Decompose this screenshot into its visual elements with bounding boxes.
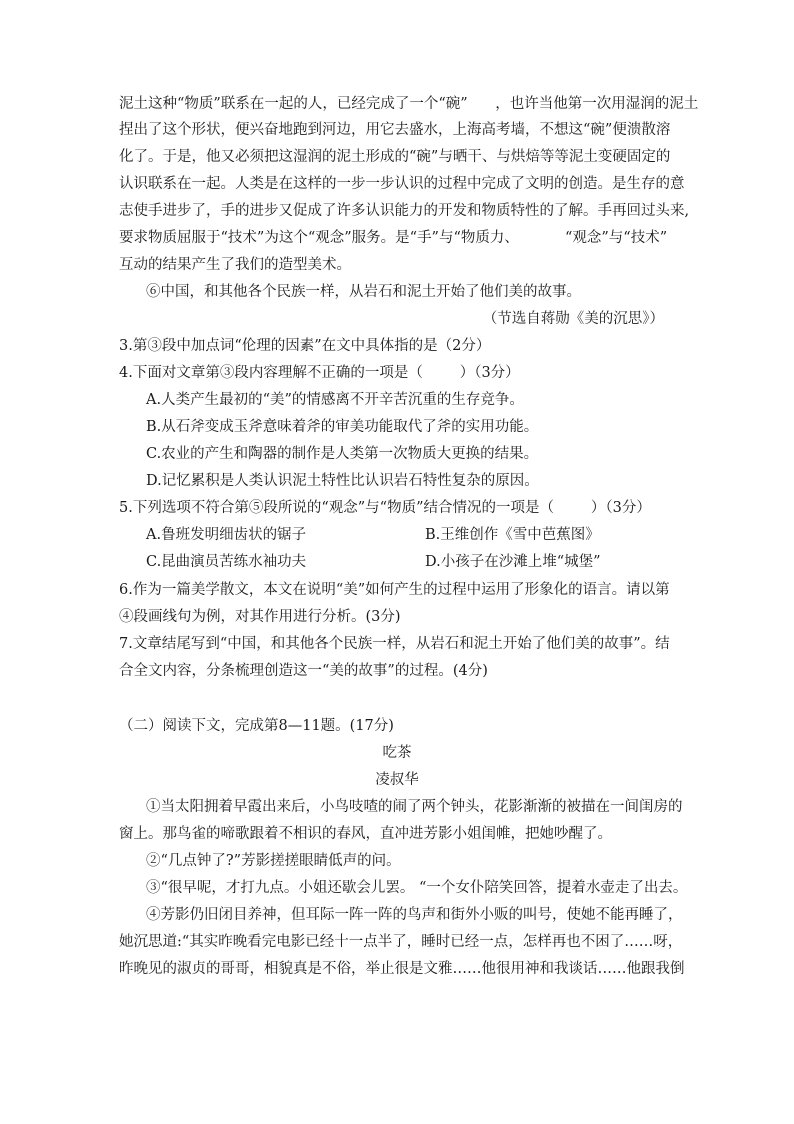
question-5: 5.下列选项不符合第⑤段所说的“观念”与“物质”结合情况的一项是（ ）（3分） — [119, 500, 651, 516]
passage-line: 认识联系在一起。人类是在这样的一步一步认识的过程中完成了文明的创造。是生存的意 — [119, 176, 685, 192]
passage-line: 捏出了这个形状，便兴奋地跑到河边，用它去盛水，上海高考墙，不想这“碗”便溃散溶 — [119, 122, 671, 138]
q5-option-d: D.小孩子在沙滩上堆“城堡” — [425, 554, 601, 570]
story-title: 吃茶 — [382, 745, 412, 761]
story-line: ②“几点钟了?”芳影搓搓眼睛低声的问。 — [146, 853, 401, 869]
q4-option-c: C.农业的产生和陶器的制作是人类第一次物质大更换的结果。 — [146, 446, 539, 462]
story-line: ①当太阳拥着早霞出来后，小鸟吱喳的闹了两个钟头，花影渐渐的被描在一间闺房的 — [146, 799, 683, 815]
q4-option-b: B.从石斧变成玉斧意味着斧的审美功能取代了斧的实用功能。 — [146, 419, 539, 435]
story-author: 凌叔华 — [375, 772, 419, 788]
question-6-line: 6.作为一篇美学散文，本文在说明“美”如何产生的过程中运用了形象化的语言。请以第 — [119, 582, 670, 598]
passage-line: 化了。于是，他又必须把这湿润的泥土形成的“碗”与晒干、与烘焙等等泥土变硬固定的 — [119, 149, 671, 165]
story-line: ③“很早呢，才打九点。小姐还歇会儿罢。 “一个女仆陪笑回答，提着水壶走了出去。 — [146, 880, 688, 896]
q5-option-a: A.鲁班发明细齿状的锯子 — [146, 527, 307, 543]
question-7-line: 7.文章结尾写到“中国，和其他各个民族一样，从岩石和泥土开始了他们美的故事”。结 — [119, 636, 670, 652]
question-7-line: 合全文内容，分条梳理创造这一“美的故事”的过程。(4分) — [119, 663, 488, 679]
passage-line: 泥土这种“物质”联系在一起的人，已经完成了一个“碗” ，也许当他第一次用湿润的泥土 — [119, 96, 699, 112]
question-6-line: ④段画线句为例，对其作用进行分析。(3分) — [119, 609, 401, 625]
passage-line: 要求物质屈服于“技术”为这个“观念”服务。是“手”与“物质力、 “观念”与“技术” — [119, 230, 668, 246]
q5-option-b: B.王维创作《雪中芭蕉图》 — [425, 527, 600, 543]
passage-line: ⑥中国，和其他各个民族一样，从岩石和泥土开始了他们美的故事。 — [146, 284, 581, 300]
story-line: 她沉思道:“其实昨晚看完电影已经十一点半了，睡时已经一点，怎样再也不困了……呀， — [119, 934, 683, 950]
section-heading: （二）阅读下文，完成第8—11题。(17分) — [119, 718, 394, 734]
passage-line: 志使手进步了，手的进步又促成了许多认识能力的开发和物质特性的了解。手再回过头来, — [119, 203, 690, 219]
story-line: ④芳影仍旧闭目养神，但耳际一阵一阵的鸟声和街外小贩的叫号，使她不能再睡了， — [146, 907, 683, 923]
passage-line: 互动的结果产生了我们的造型美术。 — [119, 257, 351, 273]
story-line: 窗上。那鸟雀的啼歌跟着不相识的春风，直冲进芳影小姐闺帷，把她吵醒了。 — [119, 826, 612, 842]
q4-option-a: A.人类产生最初的“美”的情感离不开辛苦沉重的生存竞争。 — [146, 392, 524, 408]
q5-option-c: C.昆曲演员苦练水袖功夫 — [146, 554, 307, 570]
question-3: 3.第③段中加点词“伦理的因素”在文中具体指的是（2分） — [119, 338, 491, 354]
source-citation: （节选自蒋勋《美的沉思》） — [482, 311, 664, 327]
q4-option-d: D.记忆累积是人类认识泥土特性比认识岩石特性复杂的原因。 — [146, 473, 539, 489]
question-4: 4.下面对文章第③段内容理解不正确的一项是（ ）（3分） — [119, 365, 520, 381]
story-line: 昨晚见的淑贞的哥哥，相貌真是不俗，举止很是文雅……他很用神和我谈话……他跟我倒 — [119, 961, 685, 977]
